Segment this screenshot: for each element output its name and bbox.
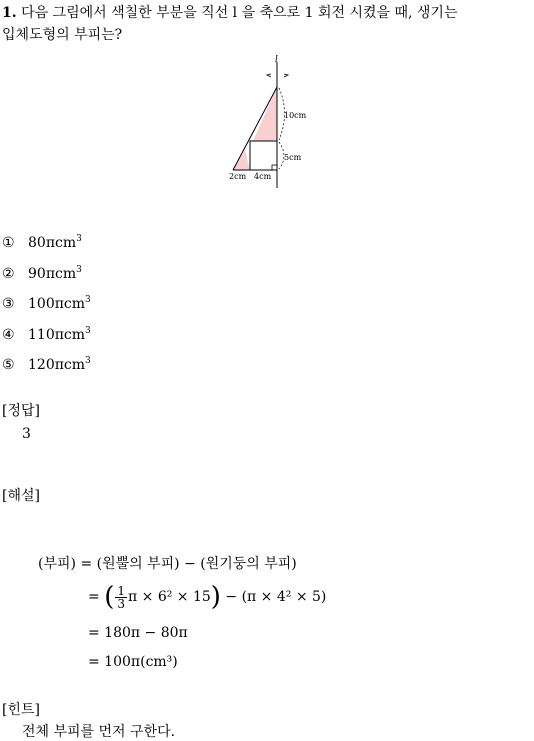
option-5[interactable] [2, 356, 91, 373]
question-line-1 [2, 2, 457, 22]
option-3-exp: 3 [85, 295, 91, 305]
close-paren: ) [210, 582, 221, 612]
option-1-text: 80πcm [28, 235, 77, 251]
solution-lhs: (부피) [38, 556, 76, 572]
solution-line-3: = 180π − 80π [88, 625, 188, 641]
option-4-text: 110πcm [28, 327, 86, 343]
question-text-1: 다음 그림에서 색칠한 부분을 직선 l 을 축으로 1 회전 시켰을 때, 생기는 [21, 5, 458, 21]
question-number: 1. [2, 5, 17, 21]
option-4-mark: ④ [2, 327, 15, 343]
solution-eq-1: = [80, 556, 93, 572]
solution-line-2 [88, 582, 326, 612]
shaded-upper-region [253, 87, 277, 141]
hint-header: [힌트] [2, 702, 40, 718]
label-2cm: 2cm [229, 172, 247, 181]
open-paren: ( [104, 582, 115, 612]
option-1[interactable] [2, 234, 82, 251]
option-3[interactable] [2, 295, 91, 312]
solution-eq-2: = [88, 589, 100, 605]
question-text-2: 입체도형의 부피는? [2, 27, 123, 43]
right-angle-mark [272, 165, 277, 170]
option-2[interactable] [2, 265, 82, 282]
fraction-denominator: 3 [117, 596, 125, 611]
solution-line-1 [38, 553, 297, 573]
solution-line-2-rest: − (π × 4² × 5) [220, 589, 327, 605]
option-1-mark: ① [2, 235, 15, 251]
fraction-numerator: 1 [117, 583, 125, 598]
option-4-exp: 3 [85, 326, 91, 336]
option-3-text: 100πcm [28, 296, 86, 312]
solution-header: [해설] [2, 488, 40, 504]
answer-value: 3 [22, 426, 31, 442]
option-3-mark: ③ [2, 296, 15, 312]
option-5-mark: ⑤ [2, 357, 15, 373]
rotation-arrow-left [267, 74, 271, 77]
rotation-arrow-right [284, 74, 288, 77]
solution-line-1-rhs: (원뿔의 부피) − (원기둥의 부피) [96, 556, 297, 572]
option-2-text: 90πcm [28, 266, 77, 282]
cone-cylinder-figure [226, 54, 306, 190]
option-5-exp: 3 [85, 356, 91, 366]
cylinder-rect [250, 141, 277, 170]
axis-label: l [275, 55, 278, 65]
fraction-one-third [115, 585, 127, 610]
label-4cm: 4cm [254, 172, 272, 181]
option-2-mark: ② [2, 266, 15, 282]
option-2-exp: 3 [76, 265, 82, 275]
label-5cm: 5cm [284, 153, 302, 162]
option-1-exp: 3 [76, 234, 82, 244]
solution-line-2-mid: π × 6² × 15 [127, 589, 211, 605]
hint-text: 전체 부피를 먼저 구한다. [22, 724, 176, 740]
answer-header: [정답] [2, 403, 40, 419]
option-4[interactable] [2, 326, 91, 343]
solution-line-4: = 100π(cm³) [88, 654, 178, 670]
label-10cm: 10cm [284, 111, 306, 120]
option-5-text: 120πcm [28, 357, 86, 373]
